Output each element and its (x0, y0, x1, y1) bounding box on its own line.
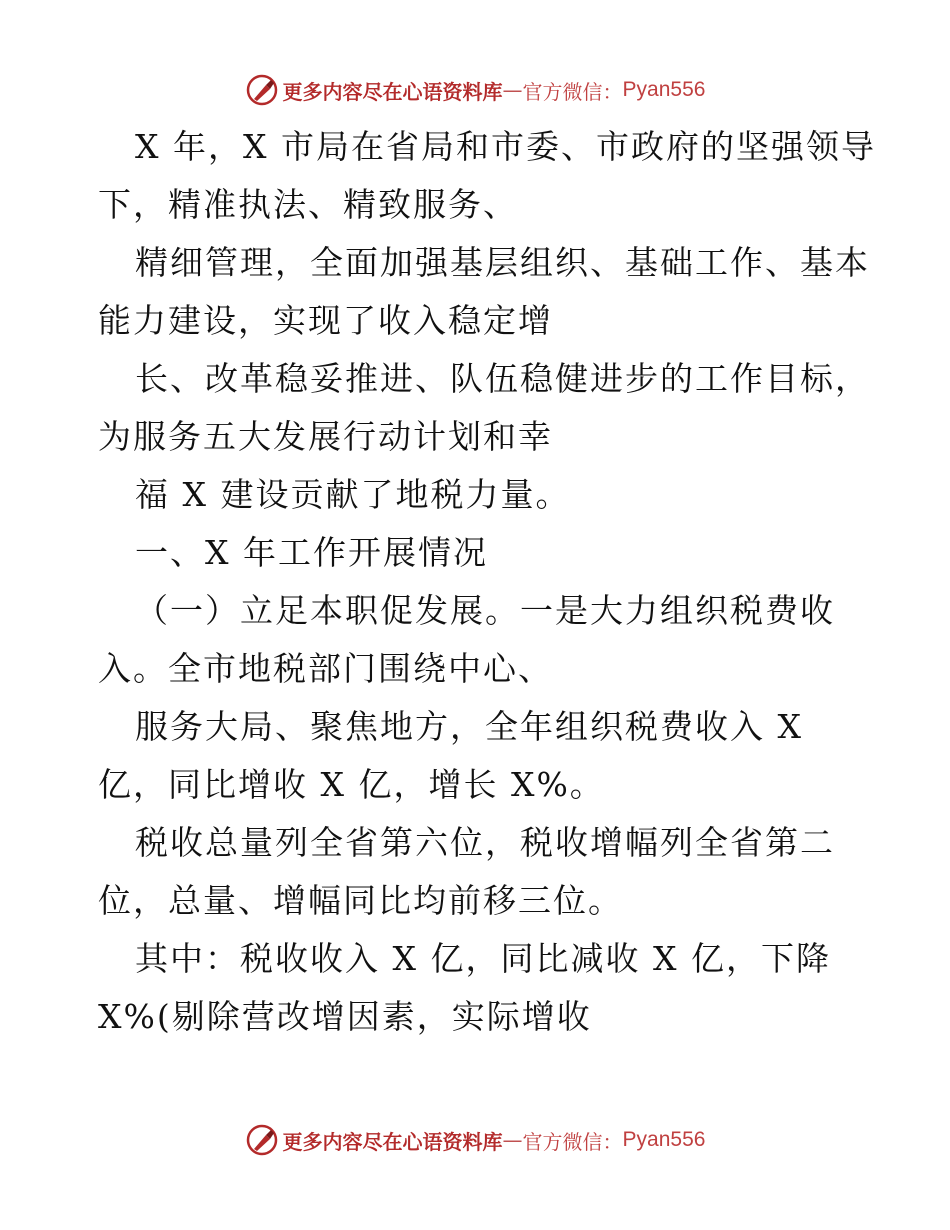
pen-nib-logo-icon (245, 1123, 279, 1157)
header-banner (0, 70, 950, 110)
body-line: X%(剔除营改增因素，实际增收 (98, 997, 592, 1036)
body-line: 入。全市地税部门围绕中心、 (98, 649, 553, 688)
banner-wechat-id: Pyan556 (622, 1128, 706, 1151)
banner-wechat-label: 官方微信： (522, 79, 623, 104)
body-line: 亿，同比增收 X 亿，增长 X%。 (98, 765, 605, 804)
banner-wechat-id: Pyan556 (622, 78, 706, 101)
footer-banner (0, 1120, 950, 1160)
body-line: 精细管理，全面加强基层组织、基础工作、基本 (135, 243, 870, 282)
body-line: 位，总量、增幅同比均前移三位。 (98, 881, 623, 920)
body-line: 为服务五大发展行动计划和幸 (98, 417, 553, 456)
body-line: 其中：税收收入 X 亿，同比减收 X 亿，下降 (135, 939, 831, 978)
body-line: 服务大局、聚焦地方，全年组织税费收入 X (135, 707, 803, 746)
pen-nib-logo-icon (245, 73, 279, 107)
banner-separator: — (502, 78, 523, 102)
body-line: 税收总量列全省第六位，税收增幅列全省第二 (135, 823, 835, 862)
banner-main-text: 更多内容尽在心语资料库 (282, 1129, 503, 1154)
banner-wechat-label: 官方微信： (522, 1129, 623, 1154)
body-line: X 年，X 市局在省局和市委、市政府的坚强领导 (135, 127, 876, 166)
body-line: 福 X 建设贡献了地税力量。 (135, 475, 571, 514)
section-heading: 一、X 年工作开展情况 (135, 533, 488, 572)
body-line: 能力建设，实现了收入稳定增 (98, 301, 553, 340)
body-line: 长、改革稳妥推进、队伍稳健进步的工作目标， (135, 359, 870, 398)
body-line: 下，精准执法、精致服务、 (98, 185, 518, 224)
banner-separator: — (502, 1128, 523, 1152)
body-line: （一）立足本职促发展。一是大力组织税费收 (135, 591, 835, 630)
document-body (98, 118, 878, 1046)
banner-main-text: 更多内容尽在心语资料库 (282, 79, 503, 104)
